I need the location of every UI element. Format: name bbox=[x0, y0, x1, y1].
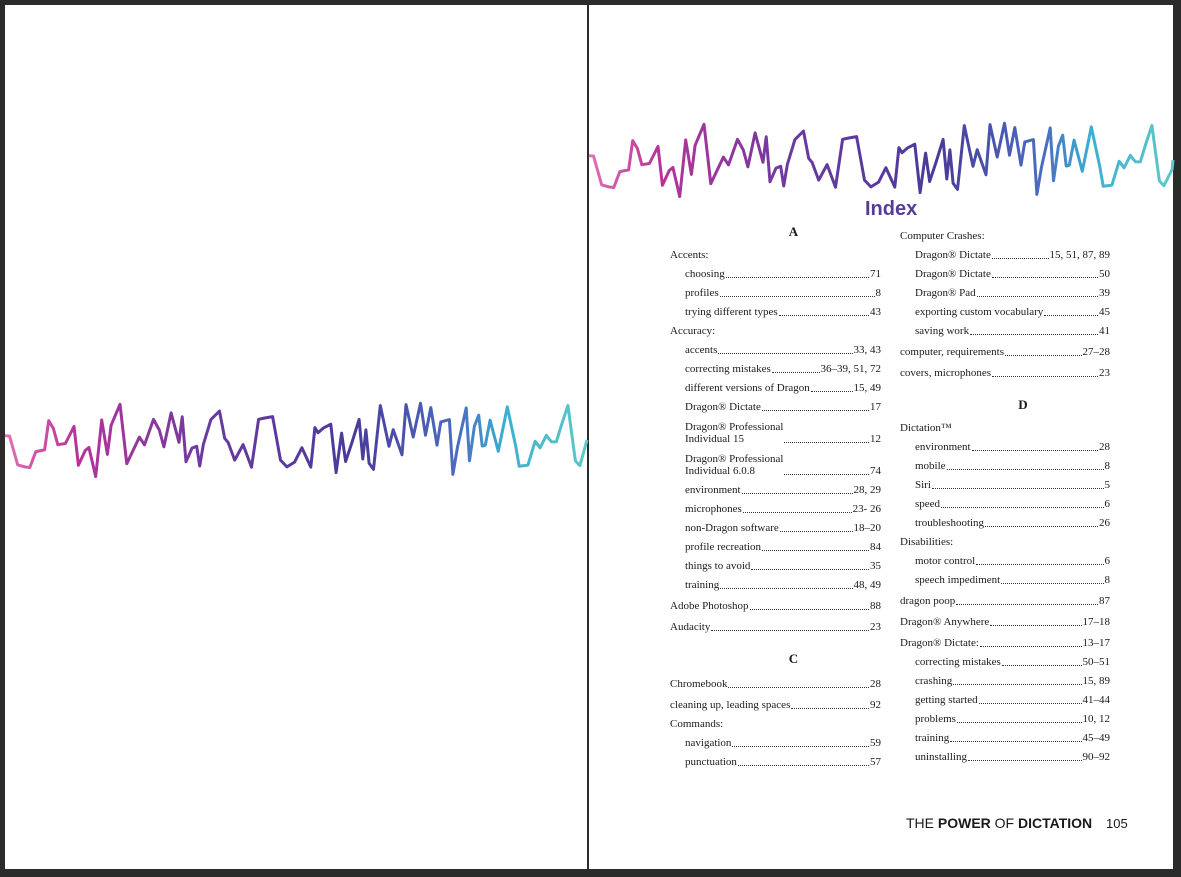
index-term: Dragon® Dictate bbox=[685, 400, 761, 413]
index-page-numbers: 17–18 bbox=[1082, 615, 1110, 628]
index-entry bbox=[670, 615, 881, 634]
index-column-2 bbox=[900, 224, 1110, 764]
dot-leader bbox=[979, 703, 1082, 704]
page-number: 105 bbox=[1106, 816, 1128, 831]
index-entry bbox=[670, 672, 881, 691]
index-page-numbers: 8 bbox=[875, 286, 881, 299]
index-term: Computer Crashes: bbox=[900, 229, 985, 242]
index-entry bbox=[900, 631, 1110, 650]
index-column-1 bbox=[670, 223, 881, 769]
dot-leader bbox=[780, 531, 853, 532]
index-page-numbers: 13–17 bbox=[1082, 636, 1110, 649]
index-page-numbers: 15, 89 bbox=[1082, 674, 1110, 687]
index-entry bbox=[900, 726, 1110, 745]
index-entry bbox=[900, 473, 1110, 492]
index-letter-heading: D bbox=[1018, 397, 1028, 412]
index-term: Commands: bbox=[670, 717, 724, 730]
index-page-numbers: 26 bbox=[1099, 516, 1110, 529]
index-entry bbox=[670, 376, 881, 395]
dot-leader bbox=[726, 277, 869, 278]
index-entry bbox=[670, 535, 881, 554]
sound-wave-graphic bbox=[589, 120, 1173, 200]
dot-leader bbox=[976, 564, 1103, 565]
dot-leader bbox=[985, 526, 1098, 527]
dot-leader bbox=[738, 765, 869, 766]
dot-leader bbox=[720, 588, 852, 589]
index-term: correcting mistakes bbox=[685, 362, 771, 375]
dot-leader bbox=[1002, 665, 1082, 666]
index-page-numbers: 41–44 bbox=[1082, 693, 1110, 706]
dot-leader bbox=[972, 450, 1098, 451]
dot-leader bbox=[1044, 315, 1098, 316]
index-term: profile recreation bbox=[685, 540, 762, 553]
dot-leader bbox=[750, 609, 869, 610]
index-term: Dragon® Pad bbox=[915, 286, 976, 299]
index-entry bbox=[670, 497, 881, 516]
index-term: trying different types bbox=[685, 305, 778, 318]
dot-leader bbox=[977, 296, 1098, 297]
dot-leader bbox=[751, 569, 869, 570]
dot-leader bbox=[732, 746, 869, 747]
dot-leader bbox=[711, 630, 869, 631]
right-page bbox=[589, 5, 1173, 869]
index-entry bbox=[670, 338, 881, 357]
dot-leader bbox=[970, 334, 1098, 335]
index-heading bbox=[900, 530, 1110, 549]
index-term: environment bbox=[915, 440, 971, 453]
wave-line bbox=[5, 403, 587, 476]
index-term: Dragon® Dictate: bbox=[900, 636, 979, 649]
index-term: crashing bbox=[915, 674, 953, 687]
dot-leader bbox=[950, 741, 1081, 742]
dot-leader bbox=[957, 722, 1082, 723]
index-term: Dragon® Professional Individual 6.0.8 bbox=[685, 452, 784, 478]
index-term: punctuation bbox=[685, 755, 737, 768]
dot-leader bbox=[772, 372, 820, 373]
index-term: Dragon® Dictate bbox=[915, 248, 991, 261]
index-page-numbers: 41 bbox=[1099, 324, 1110, 337]
index-entry bbox=[900, 300, 1110, 319]
index-entry bbox=[670, 446, 881, 478]
index-entry bbox=[900, 610, 1110, 629]
index-letter-heading: A bbox=[788, 224, 799, 239]
index-term: speech impediment bbox=[915, 573, 1001, 586]
index-entry bbox=[900, 319, 1110, 338]
index-entry bbox=[900, 361, 1110, 380]
index-entry bbox=[670, 478, 881, 497]
index-term: training bbox=[685, 578, 720, 591]
index-page-numbers: 8 bbox=[1104, 573, 1110, 586]
index-term: training bbox=[915, 731, 950, 744]
index-entry bbox=[670, 731, 881, 750]
index-entry bbox=[900, 492, 1110, 511]
index-term: Adobe Photoshop bbox=[670, 599, 749, 612]
dot-leader bbox=[1001, 583, 1103, 584]
index-entry bbox=[670, 281, 881, 300]
index-term: things to avoid bbox=[685, 559, 751, 572]
index-entry bbox=[670, 300, 881, 319]
index-page-numbers: 23- 26 bbox=[852, 502, 881, 515]
index-term: dragon poop bbox=[900, 594, 956, 607]
index-term: getting started bbox=[915, 693, 978, 706]
index-heading bbox=[670, 243, 881, 262]
index-term: profiles bbox=[685, 286, 719, 299]
index-term: Audacity bbox=[670, 620, 711, 633]
index-entry bbox=[900, 262, 1110, 281]
index-page-numbers: 48, 49 bbox=[853, 578, 881, 591]
index-entry bbox=[900, 340, 1110, 359]
dot-leader bbox=[811, 391, 853, 392]
index-page-numbers: 92 bbox=[870, 698, 881, 711]
index-entry bbox=[670, 594, 881, 613]
index-page-numbers: 18–20 bbox=[853, 521, 881, 534]
index-page-numbers: 15, 51, 87, 89 bbox=[1049, 248, 1110, 261]
dot-leader bbox=[718, 353, 852, 354]
dot-leader bbox=[720, 296, 875, 297]
index-page-numbers: 6 bbox=[1104, 497, 1110, 510]
index-page-numbers: 28, 29 bbox=[853, 483, 881, 496]
index-entry bbox=[900, 549, 1110, 568]
index-page-numbers: 50 bbox=[1099, 267, 1110, 280]
index-entry bbox=[670, 750, 881, 769]
index-term: Chromebook bbox=[670, 677, 728, 690]
index-letter-heading: C bbox=[788, 651, 799, 666]
dot-leader bbox=[968, 760, 1082, 761]
dot-leader bbox=[791, 708, 869, 709]
dot-leader bbox=[742, 493, 853, 494]
index-entry bbox=[670, 516, 881, 535]
dot-leader bbox=[941, 507, 1103, 508]
index-term: exporting custom vocabulary bbox=[915, 305, 1044, 318]
index-page-numbers: 33, 43 bbox=[853, 343, 881, 356]
index-heading bbox=[670, 319, 881, 338]
index-page-numbers: 50–51 bbox=[1082, 655, 1110, 668]
index-term: non-Dragon software bbox=[685, 521, 779, 534]
dot-leader bbox=[743, 512, 852, 513]
index-heading bbox=[670, 712, 881, 731]
dot-leader bbox=[728, 687, 869, 688]
index-term: troubleshooting bbox=[915, 516, 985, 529]
index-term: Accuracy: bbox=[670, 324, 716, 337]
index-title: Index bbox=[865, 198, 918, 220]
sound-wave-graphic bbox=[5, 400, 587, 480]
index-page-numbers: 28 bbox=[1099, 440, 1110, 453]
index-term: correcting mistakes bbox=[915, 655, 1001, 668]
index-entry bbox=[900, 454, 1110, 473]
index-entry bbox=[900, 707, 1110, 726]
index-page-numbers: 15, 49 bbox=[853, 381, 881, 394]
page-footer bbox=[906, 815, 1128, 831]
index-term: environment bbox=[685, 483, 741, 496]
index-page-numbers: 28 bbox=[870, 677, 881, 690]
index-entry bbox=[670, 395, 881, 414]
dot-leader bbox=[784, 442, 869, 443]
index-term: Accents: bbox=[670, 248, 709, 261]
dot-leader bbox=[990, 625, 1081, 626]
dot-leader bbox=[947, 469, 1104, 470]
index-term: saving work bbox=[915, 324, 970, 337]
index-page-numbers: 71 bbox=[870, 267, 881, 280]
index-term: Disabilities: bbox=[900, 535, 954, 548]
index-term: mobile bbox=[915, 459, 946, 472]
index-entry bbox=[900, 511, 1110, 530]
index-page-numbers: 6 bbox=[1104, 554, 1110, 567]
index-entry bbox=[900, 435, 1110, 454]
index-term: Dictation™ bbox=[900, 421, 952, 434]
index-page-numbers: 36–39, 51, 72 bbox=[820, 362, 881, 375]
index-page-numbers: 74 bbox=[870, 464, 881, 477]
index-heading bbox=[900, 224, 1110, 243]
index-page-numbers: 43 bbox=[870, 305, 881, 318]
index-entry bbox=[900, 669, 1110, 688]
index-page-numbers: 87 bbox=[1099, 594, 1110, 607]
index-entry bbox=[670, 573, 881, 592]
index-entry bbox=[900, 650, 1110, 669]
index-term: microphones bbox=[685, 502, 742, 515]
dot-leader bbox=[992, 376, 1098, 377]
index-page-numbers: 27–28 bbox=[1082, 345, 1110, 358]
index-term: problems bbox=[915, 712, 956, 725]
index-term: Dragon® Professional Individual 15 bbox=[685, 420, 784, 446]
index-page-numbers: 23 bbox=[1099, 366, 1110, 379]
index-term: motor control bbox=[915, 554, 976, 567]
index-term: Dragon® Anywhere bbox=[900, 615, 990, 628]
footer-power: POWER bbox=[937, 815, 991, 831]
index-page-numbers: 10, 12 bbox=[1082, 712, 1110, 725]
index-page-numbers: 90–92 bbox=[1082, 750, 1110, 763]
dot-leader bbox=[953, 684, 1081, 685]
index-page-numbers: 57 bbox=[870, 755, 881, 768]
index-page-numbers: 39 bbox=[1099, 286, 1110, 299]
dot-leader bbox=[992, 277, 1098, 278]
index-entry bbox=[900, 281, 1110, 300]
index-term: covers, microphones bbox=[900, 366, 992, 379]
index-heading bbox=[900, 416, 1110, 435]
index-entry bbox=[900, 745, 1110, 764]
index-term: different versions of Dragon bbox=[685, 381, 810, 394]
index-page-numbers: 8 bbox=[1104, 459, 1110, 472]
index-entry bbox=[670, 693, 881, 712]
index-term: speed bbox=[915, 497, 941, 510]
dot-leader bbox=[762, 410, 869, 411]
left-page bbox=[5, 5, 587, 869]
index-page-numbers: 84 bbox=[870, 540, 881, 553]
index-term: uninstalling bbox=[915, 750, 967, 763]
index-page-numbers: 59 bbox=[870, 736, 881, 749]
dot-leader bbox=[762, 550, 869, 551]
index-term: computer, requirements bbox=[900, 345, 1005, 358]
index-entry bbox=[670, 357, 881, 376]
index-term: navigation bbox=[685, 736, 732, 749]
dot-leader bbox=[932, 488, 1104, 489]
index-term: Siri bbox=[915, 478, 931, 491]
dot-leader bbox=[784, 474, 869, 475]
index-page-numbers: 35 bbox=[870, 559, 881, 572]
dot-leader bbox=[980, 646, 1082, 647]
footer-the: THE bbox=[906, 815, 934, 831]
index-term: choosing bbox=[685, 267, 725, 280]
index-entry bbox=[900, 243, 1110, 262]
dot-leader bbox=[1005, 355, 1081, 356]
index-page-numbers: 88 bbox=[870, 599, 881, 612]
index-term: accents bbox=[685, 343, 718, 356]
wave-line bbox=[589, 123, 1173, 196]
index-page-numbers: 5 bbox=[1104, 478, 1110, 491]
index-entry bbox=[670, 262, 881, 281]
index-entry bbox=[900, 589, 1110, 608]
footer-dictation: DICTATION bbox=[1018, 815, 1093, 831]
index-page-numbers: 17 bbox=[870, 400, 881, 413]
index-page-numbers: 23 bbox=[870, 620, 881, 633]
index-entry bbox=[670, 554, 881, 573]
dot-leader bbox=[956, 604, 1098, 605]
footer-of: OF bbox=[994, 815, 1015, 831]
index-page-numbers: 45–49 bbox=[1082, 731, 1110, 744]
dot-leader bbox=[779, 315, 869, 316]
index-entry bbox=[670, 414, 881, 446]
index-page-numbers: 12 bbox=[870, 432, 881, 445]
index-page-numbers: 45 bbox=[1099, 305, 1110, 318]
index-term: cleaning up, leading spaces bbox=[670, 698, 791, 711]
dot-leader bbox=[992, 258, 1049, 259]
index-entry bbox=[900, 688, 1110, 707]
index-entry bbox=[900, 568, 1110, 587]
index-term: Dragon® Dictate bbox=[915, 267, 991, 280]
